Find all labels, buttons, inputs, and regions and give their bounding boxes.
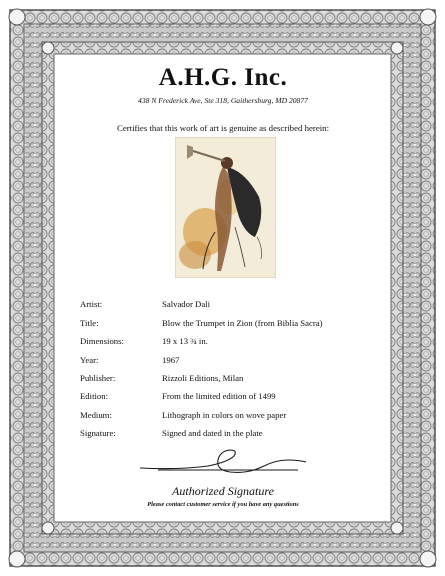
detail-label: Year: <box>80 355 99 365</box>
detail-label: Medium: <box>80 410 112 420</box>
detail-value: Rizzoli Editions, Milan <box>162 373 244 383</box>
artwork-image <box>175 137 276 278</box>
detail-value: From the limited edition of 1499 <box>162 391 276 401</box>
contact-note: Please contact customer service if you have any questions <box>147 501 299 508</box>
company-address: 438 N Frederick Ave, Ste 318, Gaithersburg, MD 20877 <box>138 96 308 105</box>
detail-value: 19 x 13 ¾ in. <box>162 336 208 346</box>
handwritten-signature <box>138 446 308 480</box>
detail-value: Signed and dated in the plate <box>162 428 263 438</box>
detail-label: Artist: <box>80 299 103 309</box>
authorized-signature-caption: Authorized Signature <box>172 484 274 498</box>
detail-label: Publisher: <box>80 373 116 383</box>
company-name: A.H.G. Inc. <box>158 64 288 91</box>
detail-value: Blow the Trumpet in Zion (from Biblia Sacra) <box>162 318 323 328</box>
detail-label: Title: <box>80 318 99 328</box>
detail-label: Dimensions: <box>80 336 124 346</box>
detail-label: Edition: <box>80 391 108 401</box>
certificate-body <box>58 58 388 514</box>
detail-value: Salvador Dali <box>162 299 211 309</box>
detail-value: Lithograph in colors on wove paper <box>162 410 287 420</box>
certification-statement: Certifies that this work of art is genuine as described herein: <box>116 123 330 133</box>
detail-label: Signature: <box>80 428 116 438</box>
detail-value: 1967 <box>162 355 180 365</box>
